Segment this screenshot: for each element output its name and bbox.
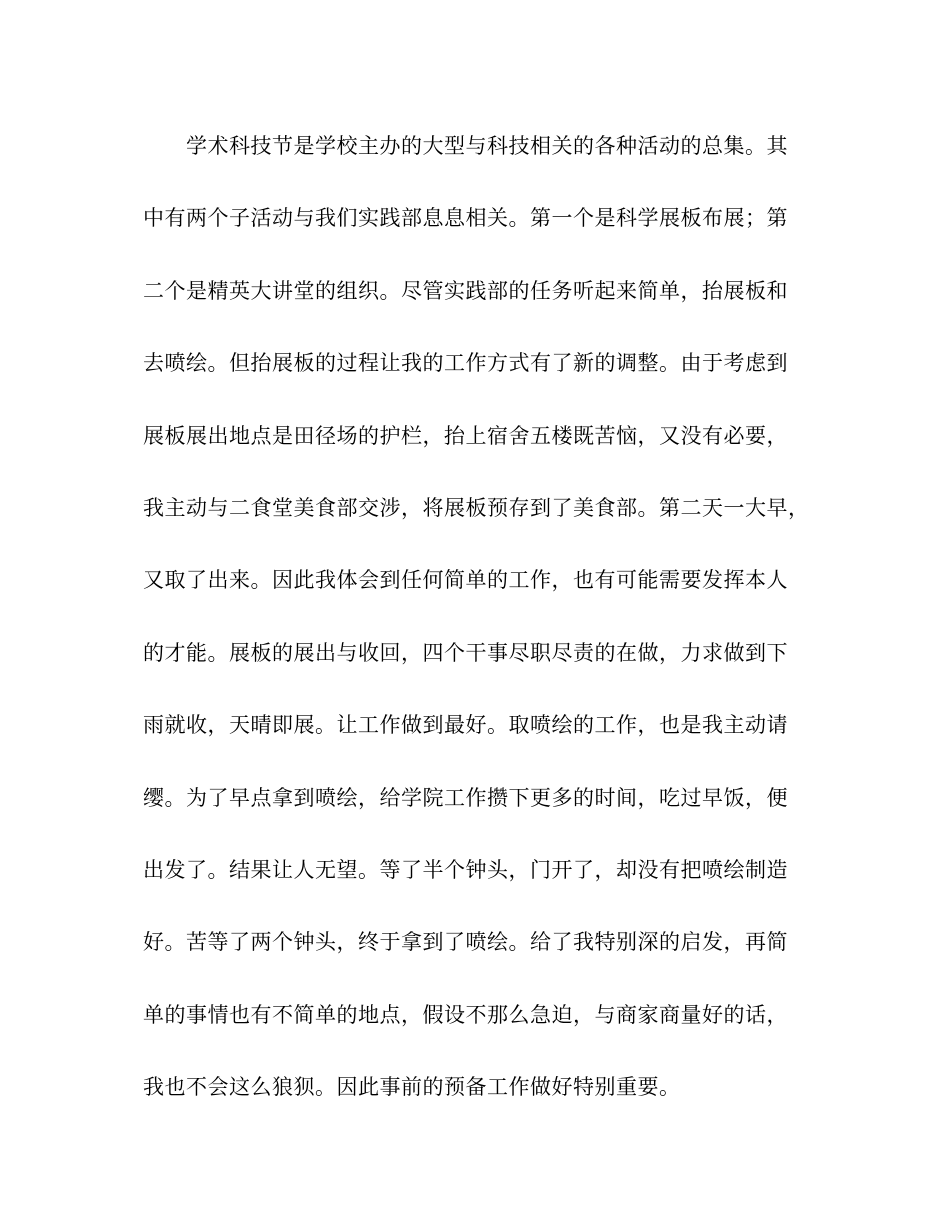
paragraph-line: 又取了出来。因此我体会到任何简单的工作，也有可能需要发挥本人 <box>143 568 788 593</box>
paragraph-line: 我也不会这么狼狈。因此事前的预备工作做好特别重要。 <box>143 1075 681 1100</box>
paragraph-line: 缨。为了早点拿到喷绘，给学院工作攒下更多的时间，吃过早饭，便 <box>143 785 788 810</box>
paragraph-line: 单的事情也有不简单的地点，假设不那么急迫，与商家商量好的话， <box>143 1002 788 1027</box>
paragraph-line: 去喷绘。但抬展板的过程让我的工作方式有了新的调整。由于考虑到 <box>143 351 788 376</box>
paragraph-line: 雨就收，天晴即展。让工作做到最好。取喷绘的工作，也是我主动请 <box>143 713 788 738</box>
paragraph-line: 出发了。结果让人无望。等了半个钟头，门开了，却没有把喷绘制造 <box>143 857 788 882</box>
paragraph-line: 中有两个子活动与我们实践部息息相关。第一个是科学展板布展；第 <box>143 206 788 231</box>
paragraph-line: 好。苦等了两个钟头，终于拿到了喷绘。给了我特别深的启发，再简 <box>143 930 788 955</box>
paragraph-line: 我主动与二食堂美食部交涉，将展板预存到了美食部。第二天一大早， <box>143 495 810 520</box>
paragraph-line: 二个是精英大讲堂的组织。尽管实践部的任务听起来简单，抬展板和 <box>143 278 788 303</box>
paragraph <box>143 128 813 1141</box>
paragraph-line: 展板展出地点是田径场的护栏，抬上宿舍五楼既苦恼，又没有必要， <box>143 423 788 448</box>
paragraph-line: 学术科技节是学校主办的大型与科技相关的各种活动的总集。其 <box>186 134 788 158</box>
paragraph-line: 的才能。展板的展出与收回，四个干事尽职尽责的在做，力求做到下 <box>143 640 788 665</box>
